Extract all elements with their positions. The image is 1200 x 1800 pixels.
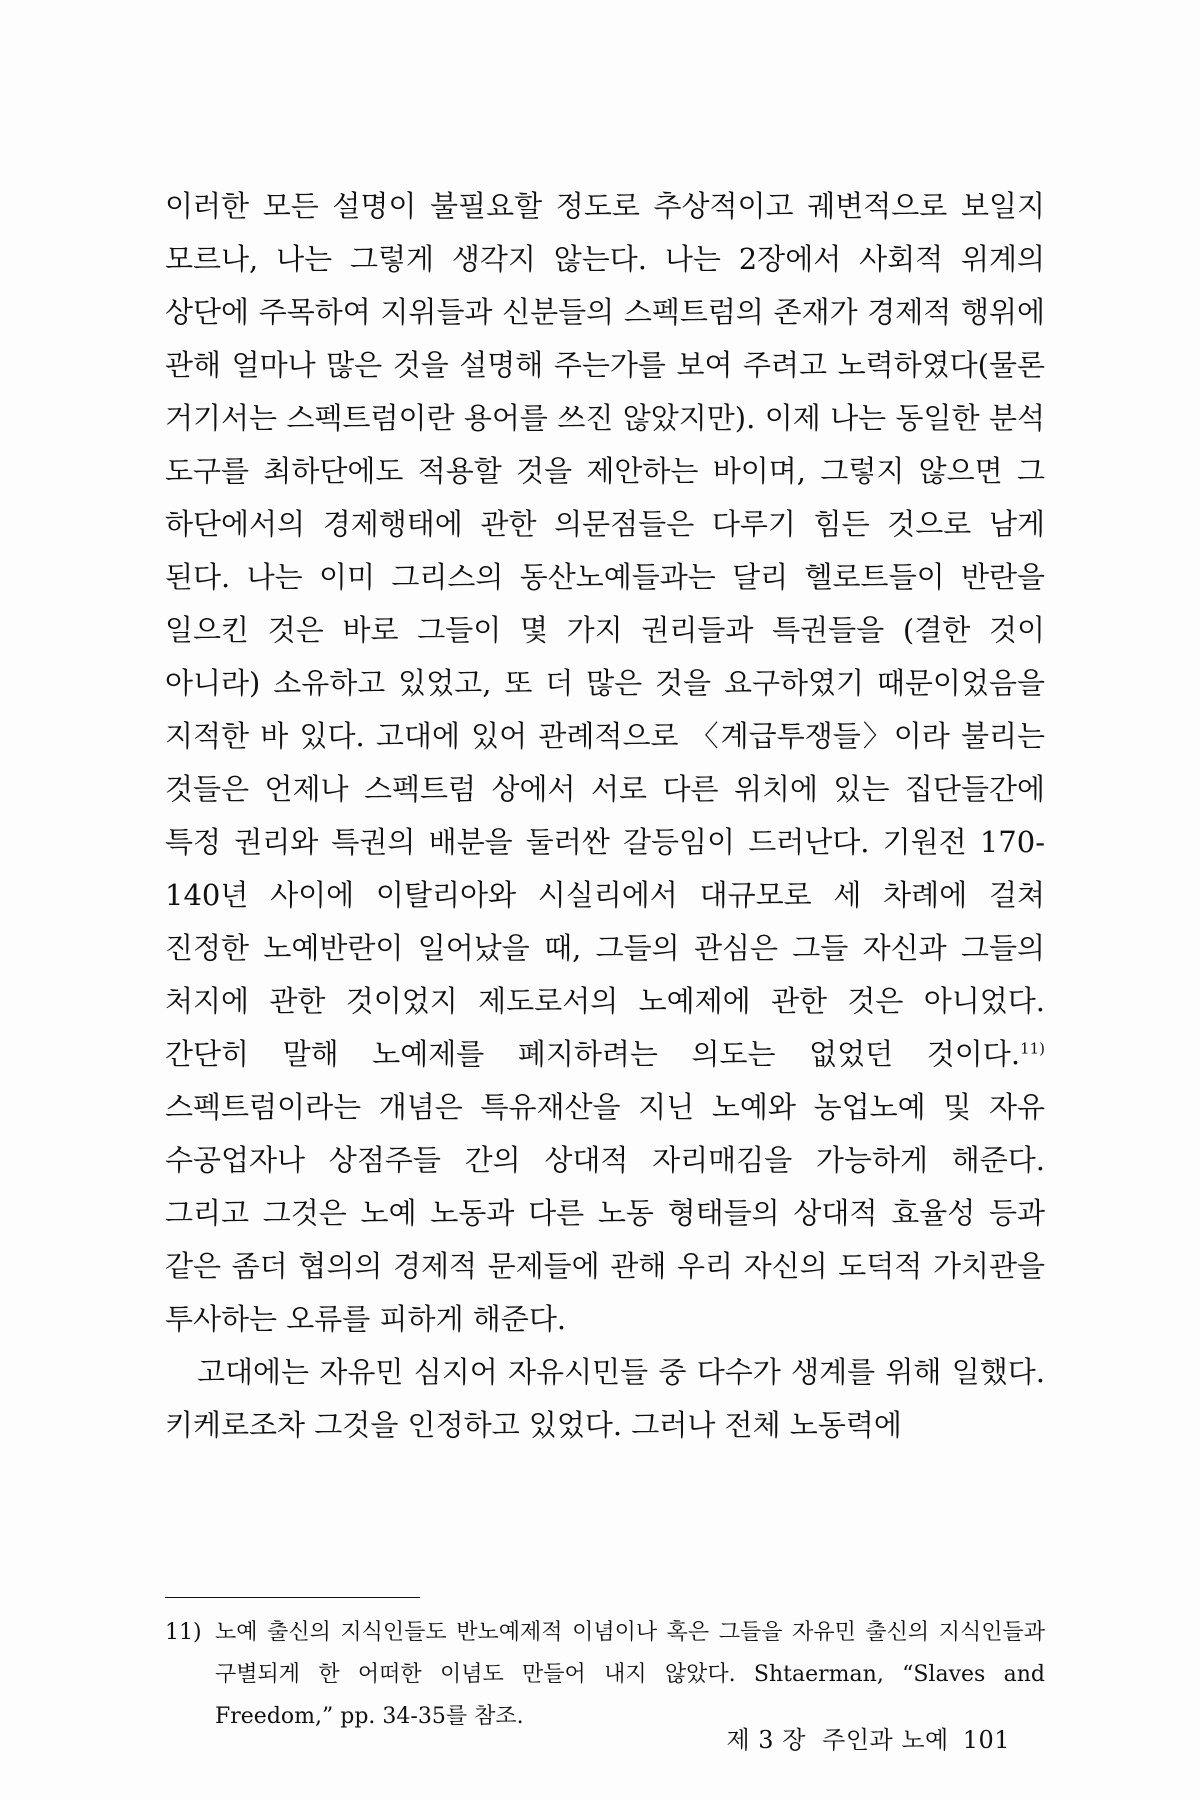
paragraph-1-text: 이러한 모든 설명이 불필요할 정도로 추상적이고 궤변적으로 보일지 모르나, 나는 그렇게 생각지 않는다. 나는 2장에서 사회적 위계의 상단에 주목하여 지위들과 신분들의 스펙트럼의 존재가 경제적 행위에 관해 얼마나 많은 것을 설명해 주는가를 보여 주려고 노력하였다(물론 거기서는 스펙트럼이란 용어를 쓰진 않았지만). 이제 나는 동일한 분석 도구를 최하단에도 적용할 것을 제안하는 바이며, 그렇지 않으면 그 하단에서의 경제행태에 관한 의문점들은 다루기 힘든 것으로 남게 된다. 나는 이미 그리스의 동산노예들과는 달리 헬로트들이 반란을 일으킨 것은 바로 그들이 몇 가지 권리들과 특권들을 (결한 것이 아니라) 소유하고 있었고, 또 더 많은 것을 요구하였기 때문이었음을 지적한 바 있다. 고대에 있어 관례적으로 〈계급투쟁들〉이라 불리는 것들은 언제나 스펙트럼 상에서 서로 다른 위치에 있는 집단들간에 특정 권리와 특권의 배분을 둘러싼 갈등임이 드러난다. 기원전 170-140년 사이에 이탈리아와 시실리에서 대규모로 세 차례에 걸쳐 진정한 노예반란이 일어났을 때, 그들의 관심은 그들 자신과 그들의 처지에 관한 것이었지 제도로서의 노예제에 관한 것은 아니었다. 간단히 말해 노예제를 폐지하려는 의도는 없었던 것이다. [165,189,1045,1071]
running-footer-chapter: 제 3 장 주인과 노예 [726,1726,949,1754]
footnote-reference: 11) [1020,1039,1045,1058]
paragraph-2: 고대에는 자유민 심지어 자유시민들 중 다수가 생계를 위해 일했다. 키케로조차 그것을 인정하고 있었다. 그러나 전체 노동력에 [165,1355,1045,1442]
footnote-divider [165,1597,420,1598]
footnote-text: 노예 출신의 지식인들도 반노예제적 이념이나 혹은 그들을 자유민 출신의 지식인들과 구별되게 한 어떠한 이념도 만들어 내지 않았다. Shtaerman, “Slaves and Freedom,” pp. 34-35를 참조. [215,1620,1045,1729]
paragraph-1 [165,180,1045,1346]
page-footer [726,1720,1010,1755]
footnote-number: 11) [165,1620,202,1645]
page-number: 101 [962,1726,1010,1754]
body-text [165,180,1045,1452]
paragraph-1-continuation: 스펙트럼이라는 개념은 특유재산을 지닌 노예와 농업노예 및 자유 수공업자나 상점주들 간의 상대적 자리매김을 가능하게 해준다. 그리고 그것은 노예 노동과 다른 노동 형태들의 상대적 효율성 등과 같은 좀더 협의의 경제적 문제들에 관해 우리 자신의 도덕적 가치관을 투사하는 오류를 피하게 해준다. [165,1090,1045,1336]
